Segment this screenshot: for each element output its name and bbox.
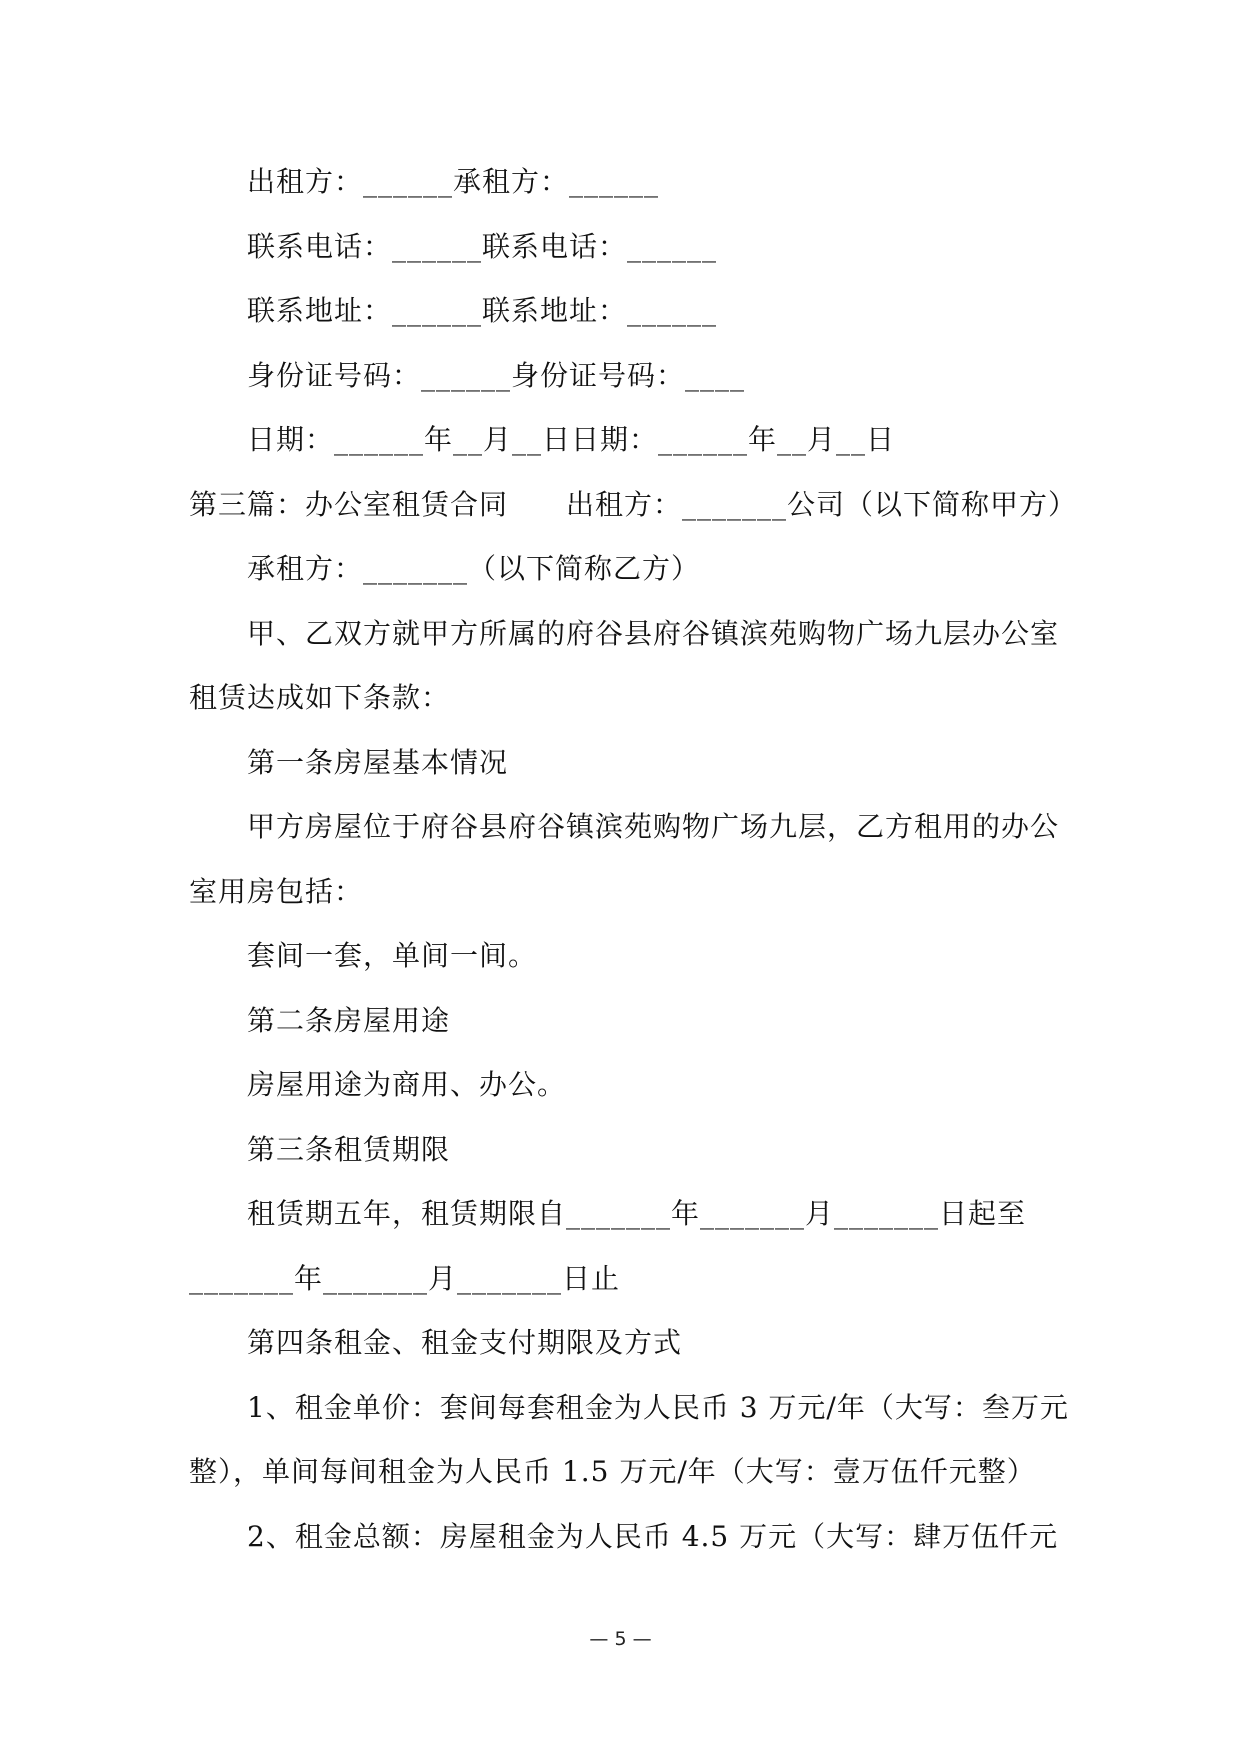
clause-heading: 第四条租金、租金支付期限及方式 (247, 1326, 683, 1359)
paragraph-line: 出租方：______承租方：______ (247, 165, 660, 198)
paragraph-line: _______年_______月_______日止 (189, 1261, 621, 1295)
paragraph-line: 室用房包括： (189, 874, 364, 908)
clause-heading: 第一条房屋基本情况 (247, 745, 509, 779)
paragraph-line: 身份证号码：______身份证号码：____ (247, 358, 746, 392)
clause-heading: 第三条租赁期限 (247, 1132, 451, 1166)
paragraph-line: 甲、乙双方就甲方所属的府谷县府谷镇滨苑购物广场九层办公室 (247, 616, 1060, 650)
paragraph-line: 2、租金总额：房屋租金为人民币 4.5 万元（大写：肆万伍仟元 (247, 1519, 1059, 1553)
paragraph-line: 1、租金单价：套间每套租金为人民币 3 万元/年（大写：叁万元 (247, 1390, 1069, 1424)
paragraph-line: 房屋用途为商用、办公。 (247, 1068, 567, 1101)
paragraph-line: 联系电话：______联系电话：______ (247, 229, 718, 263)
document-body (189, 150, 1078, 1569)
paragraph-line: 套间一套，单间一间。 (247, 939, 538, 972)
paragraph-line: 甲方房屋位于府谷县府谷镇滨苑购物广场九层，乙方租用的办公 (247, 810, 1060, 843)
paragraph-line: 承租方：_______（以下简称乙方） (247, 552, 701, 585)
section-heading-line: 第三篇：办公室租赁合同 出租方：_______公司（以下简称甲方） (189, 487, 1078, 521)
clause-heading: 第二条房屋用途 (247, 1003, 451, 1037)
page-number: — 5 — (589, 1628, 652, 1650)
paragraph-line: 日期：______年__月__日日期：______年__月__日 (247, 423, 896, 456)
paragraph-line: 租赁达成如下条款： (189, 681, 451, 714)
paragraph-line: 整），单间每间租金为人民币 1.5 万元/年（大写：壹万伍仟元整） (189, 1455, 1036, 1488)
paragraph-line: 租赁期五年，租赁期限自_______年_______月_______日起至 (247, 1197, 1027, 1230)
paragraph-line: 联系地址：______联系地址：______ (247, 294, 718, 327)
